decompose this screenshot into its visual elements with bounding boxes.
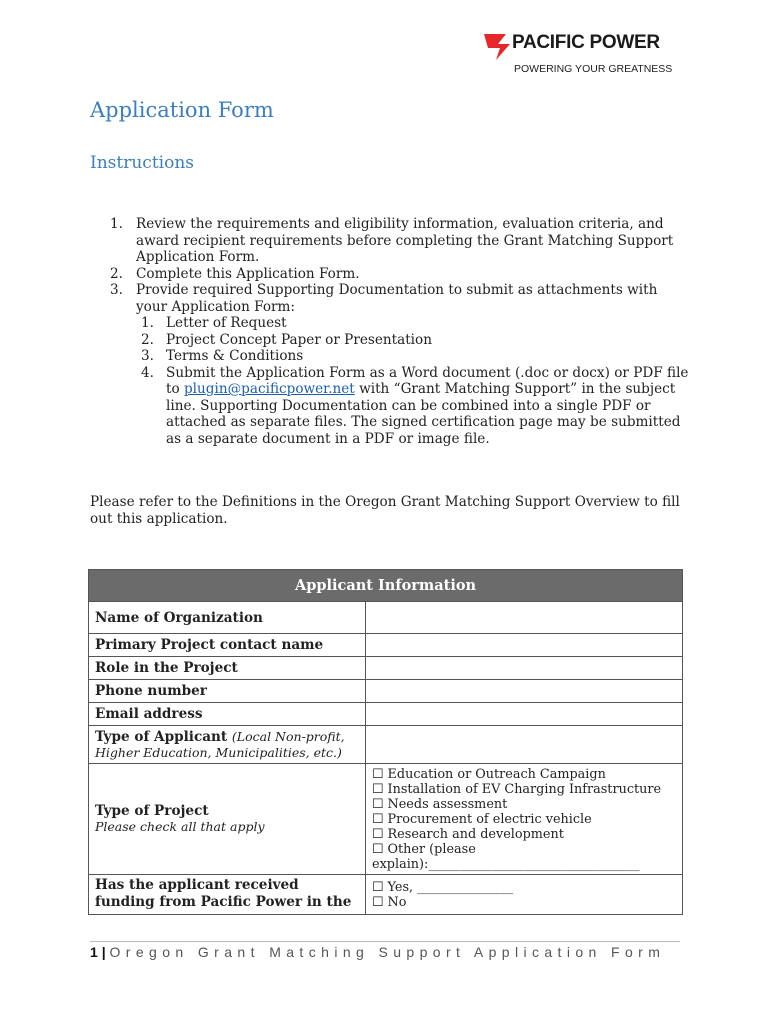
label-email: Email address xyxy=(89,703,366,726)
sub-list-item: 2. Project Concept Paper or Presentation xyxy=(141,331,432,348)
checkbox-other[interactable]: ☐ Other (please xyxy=(372,841,476,857)
checkbox-needs-assessment[interactable]: ☐ Needs assessment xyxy=(372,796,508,812)
page-title: Application Form xyxy=(90,98,274,122)
phone-field[interactable] xyxy=(366,680,683,703)
list-item: 1. Review the requirements and eligibility information, evaluation criteria, and award recipient requirements before completing the Grant Matching Support Application Form. xyxy=(110,216,674,265)
logo-name: PACIFIC POWER xyxy=(512,32,660,53)
checkbox-procurement[interactable]: ☐ Procurement of electric vehicle xyxy=(372,811,592,827)
checkbox-research[interactable]: ☐ Research and development xyxy=(372,826,564,842)
instructions-list xyxy=(90,216,690,447)
list-item: 2. Complete this Application Form. xyxy=(110,265,360,282)
organization-field[interactable] xyxy=(366,602,683,634)
funding-options xyxy=(366,875,683,915)
sub-list-item: 3. Terms & Conditions xyxy=(141,348,304,364)
checkbox-yes[interactable]: ☐ Yes, _______________ xyxy=(372,879,514,895)
type-applicant-field[interactable] xyxy=(366,726,683,764)
checkbox-no[interactable]: ☐ No xyxy=(372,894,407,910)
logo-tagline: POWERING YOUR GREATNESS xyxy=(514,63,673,75)
footer-separator: | xyxy=(101,944,106,960)
label-phone: Phone number xyxy=(89,680,366,703)
label-type-project: Type of Project Please check all that apply xyxy=(89,764,366,875)
sub-list-item: 4. Submit the Application Form as a Word document (.doc or docx) or PDF file to plugin@pacificpower.net with “Grant Matching Support” in the subject line. Supporting Documentation can be combined into a single PDF or attached as separate files. The signed certification page may be submitted as a separate document in a PDF or image file. xyxy=(141,364,689,447)
page-footer xyxy=(90,944,665,960)
definitions-note: Please refer to the Definitions in the Oregon Grant Matching Support Overview to fill out this application. xyxy=(90,494,680,527)
pacific-power-logo xyxy=(484,30,674,80)
label-contact-name: Primary Project contact name xyxy=(89,634,366,657)
applicant-info-table xyxy=(88,569,683,915)
checkbox-education[interactable]: ☐ Education or Outreach Campaign xyxy=(372,766,606,782)
table-header: Applicant Information xyxy=(89,570,683,602)
contact-name-field[interactable] xyxy=(366,634,683,657)
label-type-applicant: Type of Applicant (Local Non-profit, Higher Education, Municipalities, etc.) xyxy=(89,726,366,764)
checkbox-ev-charging[interactable]: ☐ Installation of EV Charging Infrastructure xyxy=(372,781,662,797)
footer-title: Oregon Grant Matching Support Application Form xyxy=(109,944,666,960)
label-role: Role in the Project xyxy=(89,657,366,680)
list-item: 3. Provide required Supporting Documentation to submit as attachments with your Application Form: xyxy=(110,282,658,315)
project-type-options xyxy=(366,764,683,875)
footer-divider xyxy=(90,941,680,942)
email-link[interactable]: plugin@pacificpower.net xyxy=(183,381,355,397)
email-field[interactable] xyxy=(366,703,683,726)
role-field[interactable] xyxy=(366,657,683,680)
label-organization: Name of Organization xyxy=(89,602,366,634)
label-funding: Has the applicant received funding from Pacific Power in the xyxy=(89,875,366,915)
logo-mark-icon xyxy=(484,34,514,60)
page-number: 1 xyxy=(90,944,98,960)
instructions-heading: Instructions xyxy=(90,153,194,173)
sub-list-item: 1. Letter of Request xyxy=(141,315,287,331)
other-explain-field[interactable]: explain):_________________________________ xyxy=(372,856,640,872)
